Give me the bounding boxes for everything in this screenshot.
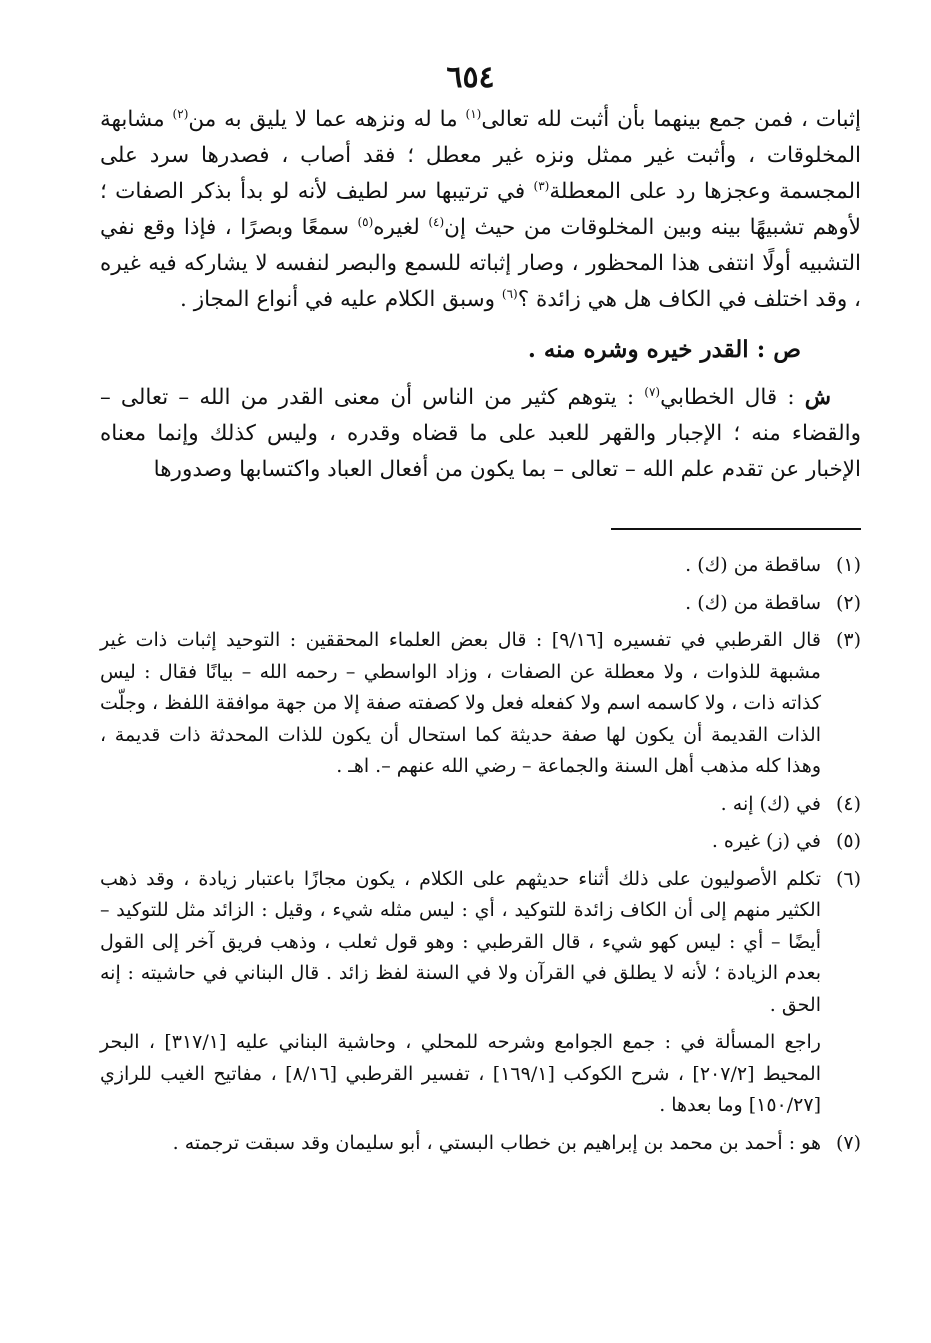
footnote-number: (٦) [835,867,861,890]
footnote-number: (٢) [835,591,861,614]
footnote-7 [100,1128,861,1160]
sharh-marker: ش [804,385,831,410]
footnote-text: تكلم الأصوليون على ذلك أثناء حديثهم على الكلام ، يكون مجازًا باعتبار زيادة ، وقد ذهب الكثير منهم إلى أن الكاف زائدة للتوكيد ، أي : ليس مثله شيء ، وقيل : الزائد مثل للتوكيد – أيضًا – أي : ليس كهو شيء ، قال القرطبي : وهو قول ثعلب ، وذهب فريق آخر إلى القول بعدم الزيادة ؛ لأنه لا يطلق في القرآن ولا في السنة لفظ زائد . قال البناني في حاشيته : إنه الحق . [100,867,822,1016]
footnote-ref-5[interactable]: (٥) [357,214,374,229]
footnote-1 [100,550,861,582]
footnote-text: قال القرطبي في تفسيره [٩/١٦] : قال بعض العلماء المحققين : التوحيد إثبات ذات غير مشبهة للذوات ، ولا معطلة عن الصفات ، وزاد الواسطي – رحمه الله – بيانًا فقال : ليس كذاته ذات ، ولا كاسمه اسم ولا كفعله فعل ولا كصفته صفة إلا من جهة موافقة اللفظ ، وجلّت الذات القديمة أن يكون لها صفة حديثة كما استحال أن يكون للذات المحدثة ذات قديمة ، وهذا كله مذهب أهل السنة والجماعة – رضي الله عنهم –. اهـ . [100,629,822,777]
sharh-paragraph [100,380,861,488]
text-segment: : يتوهم كثير من الناس أن معنى القدر من الله – تعالى – والقضاء منه ؛ الإجبار والقهر للعبد على ما قضاه وقدره ، وليس كذلك وإنما معناه الإخبار عن تقدم علم الله – تعالى – بما يكون من أفعال العباد واكتسابها وصدورها [100,385,861,482]
text-segment: : قال الخطابي [660,385,805,410]
text-segment: إثبات ، فمن جمع بينهما بأن أثبت لله تعالى [481,107,861,132]
footnote-ref-1[interactable]: (١) [465,106,482,121]
footnote-number: (٤) [835,792,861,815]
top-paragraph [100,102,861,318]
footnote-references: راجع المسألة في : جمع الجوامع وشرحه للمحلي ، وحاشية البناني عليه [٣١٧/١] ، البحر المحيط [٢٠٧/٢] ، شرح الكوكب [١٦٩/١] ، تفسير القرطبي [٨/١٦] ، مفاتيح الغيب للرازي [١٥٠/٢٧] وما بعدها . [100,1031,821,1116]
footnote-ref-7[interactable]: (٧) [644,384,661,399]
footnote-body [100,864,821,1122]
footnote-number: (٣) [835,629,861,651]
footnote-ref-2[interactable]: (٢) [172,106,189,121]
footnote-text: في (ز) غيره . [711,830,821,852]
footnote-number: (٧) [835,1131,861,1154]
footnote-4 [100,789,861,821]
footnote-number: (١) [835,554,861,576]
text-segment: في ترتيبها سر لطيف لأنه لو بدأ بذكر الصفات ؛ لأوهم تشبيهًا بينه وبين المخلوقات من حيث إن [100,179,861,240]
footnote-5 [100,826,861,858]
text-segment: ما له ونزهه عما لا يليق به من [188,107,466,132]
text-segment: لغيره [373,215,429,240]
footnote-ref-4[interactable]: (٤) [428,214,445,229]
footnote-6 [100,864,861,1122]
footnote-ref-6[interactable]: (٦) [501,286,518,301]
text-segment: سمعًا وبصرًا ، فإذا وقع نفي التشبيه أولًا انتفى هذا المحظور ، وصار إثباته للسمع والبصر لنفسه لا يشاركه فيه غيره ، وقد اختلف في الكاف هل هي زائدة ؟ [100,215,861,312]
footnote-divider [611,528,861,530]
main-text [100,102,861,488]
footnote-text: ساقطة من (ك) . [685,591,821,614]
footnote-3 [100,625,861,783]
footnote-text: هو : أحمد بن محمد بن إبراهيم بن خطاب البستي ، أبو سليمان وقد سبقت ترجمته . [172,1131,821,1154]
page-number: ٦٥٤ [446,60,495,95]
footnote-number: (٥) [835,830,861,852]
footnote-ref-3[interactable]: (٣) [533,178,550,193]
footnotes [100,550,861,1159]
matn-heading: ص : القدر خيره وشره منه . [527,336,801,363]
text-segment: وسبق الكلام عليه في أنواع المجاز . [180,287,502,312]
text-segment: مشابهة المخلوقات ، وأثبت غير ممثل ونزه غير معطل ؛ فقد أصاب ، فصدرها سرد على المجسمة وعجزها رد على المعطلة [100,107,862,204]
footnote-2 [100,588,861,620]
footnote-text: ساقطة من (ك) . [685,554,821,576]
footnote-text: في (ك) إنه . [720,792,821,815]
